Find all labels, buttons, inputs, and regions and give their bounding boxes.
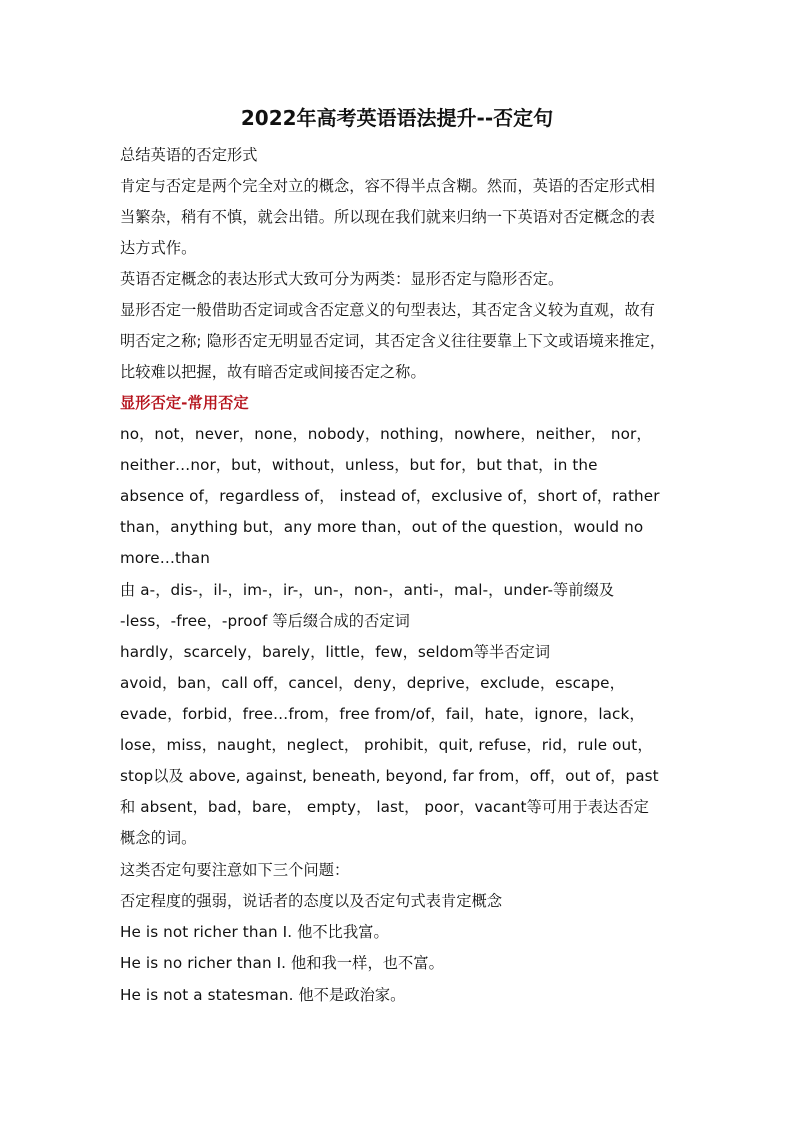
paragraph-line: 和 absent，bad，bare， empty， last， poor，vacant等可用于表达否定 — [120, 798, 649, 816]
paragraph-line: neither…nor，but，without，unless，but for，but that，in the — [120, 456, 598, 474]
paragraph-line: 比较难以把握，故有暗否定或间接否定之称。 — [120, 363, 426, 381]
paragraph-line: hardly，scarcely，barely，little，few，seldom等半否定词 — [120, 643, 551, 661]
paragraph-line: evade，forbid，free…from，free from/of，fail，hate，ignore，lack， — [120, 705, 645, 723]
example-sentence: He is no richer than I. 他和我一样，也不富。 — [120, 954, 444, 972]
example-sentence: He is not a statesman. 他不是政治家。 — [120, 986, 406, 1004]
paragraph-line: 由 a-，dis-，il-，im-，ir-，un-，non-，anti-，mal-，under-等前缀及 — [120, 581, 615, 599]
paragraph-line: 明否定之称; 隐形否定无明显否定词，其否定含义往往要靠上下文或语境来推定， — [120, 332, 666, 350]
paragraph-line: 达方式作。 — [120, 239, 197, 257]
section-heading: 显形否定-常用否定 — [120, 394, 249, 412]
paragraph-line: no，not，never，none，nobody，nothing，nowhere，neither， nor， — [120, 425, 652, 443]
paragraph-line: -less，-free，-proof 等后缀合成的否定词 — [120, 612, 410, 630]
paragraph-line: 这类否定句要注意如下三个问题： — [120, 861, 350, 879]
paragraph-line: lose，miss，naught，neglect， prohibit，quit, refuse，rid，rule out， — [120, 736, 653, 754]
page-title: 2022年高考英语语法提升--否定句 — [240, 106, 554, 130]
paragraph-line: 概念的词。 — [120, 829, 197, 847]
paragraph-line: stop以及 above, against, beneath, beyond, far from，off，out of，past — [120, 767, 659, 785]
paragraph-line: than，anything but，any more than，out of the question，would no — [120, 518, 644, 536]
paragraph-line: 总结英语的否定形式 — [120, 146, 258, 164]
paragraph-line: 否定程度的强弱，说话者的态度以及否定句式表肯定概念 — [120, 892, 503, 910]
paragraph-line: absence of，regardless of， instead of，exclusive of，short of，rather — [120, 487, 660, 505]
paragraph-line: more…than — [120, 549, 210, 567]
paragraph-line: 英语否定概念的表达形式大致可分为两类：显形否定与隐形否定。 — [120, 270, 564, 288]
paragraph-line: 肯定与否定是两个完全对立的概念，容不得半点含糊。然而，英语的否定形式相 — [120, 177, 656, 195]
paragraph-line: 显形否定一般借助否定词或含否定意义的句型表达，其否定含义较为直观，故有 — [120, 301, 656, 319]
paragraph-line: 当繁杂，稍有不慎，就会出错。所以现在我们就来归纳一下英语对否定概念的表 — [120, 208, 656, 226]
paragraph-line: avoid，ban，call off，cancel，deny，deprive，exclude，escape， — [120, 674, 625, 692]
example-sentence: He is not richer than I. 他不比我富。 — [120, 923, 389, 941]
